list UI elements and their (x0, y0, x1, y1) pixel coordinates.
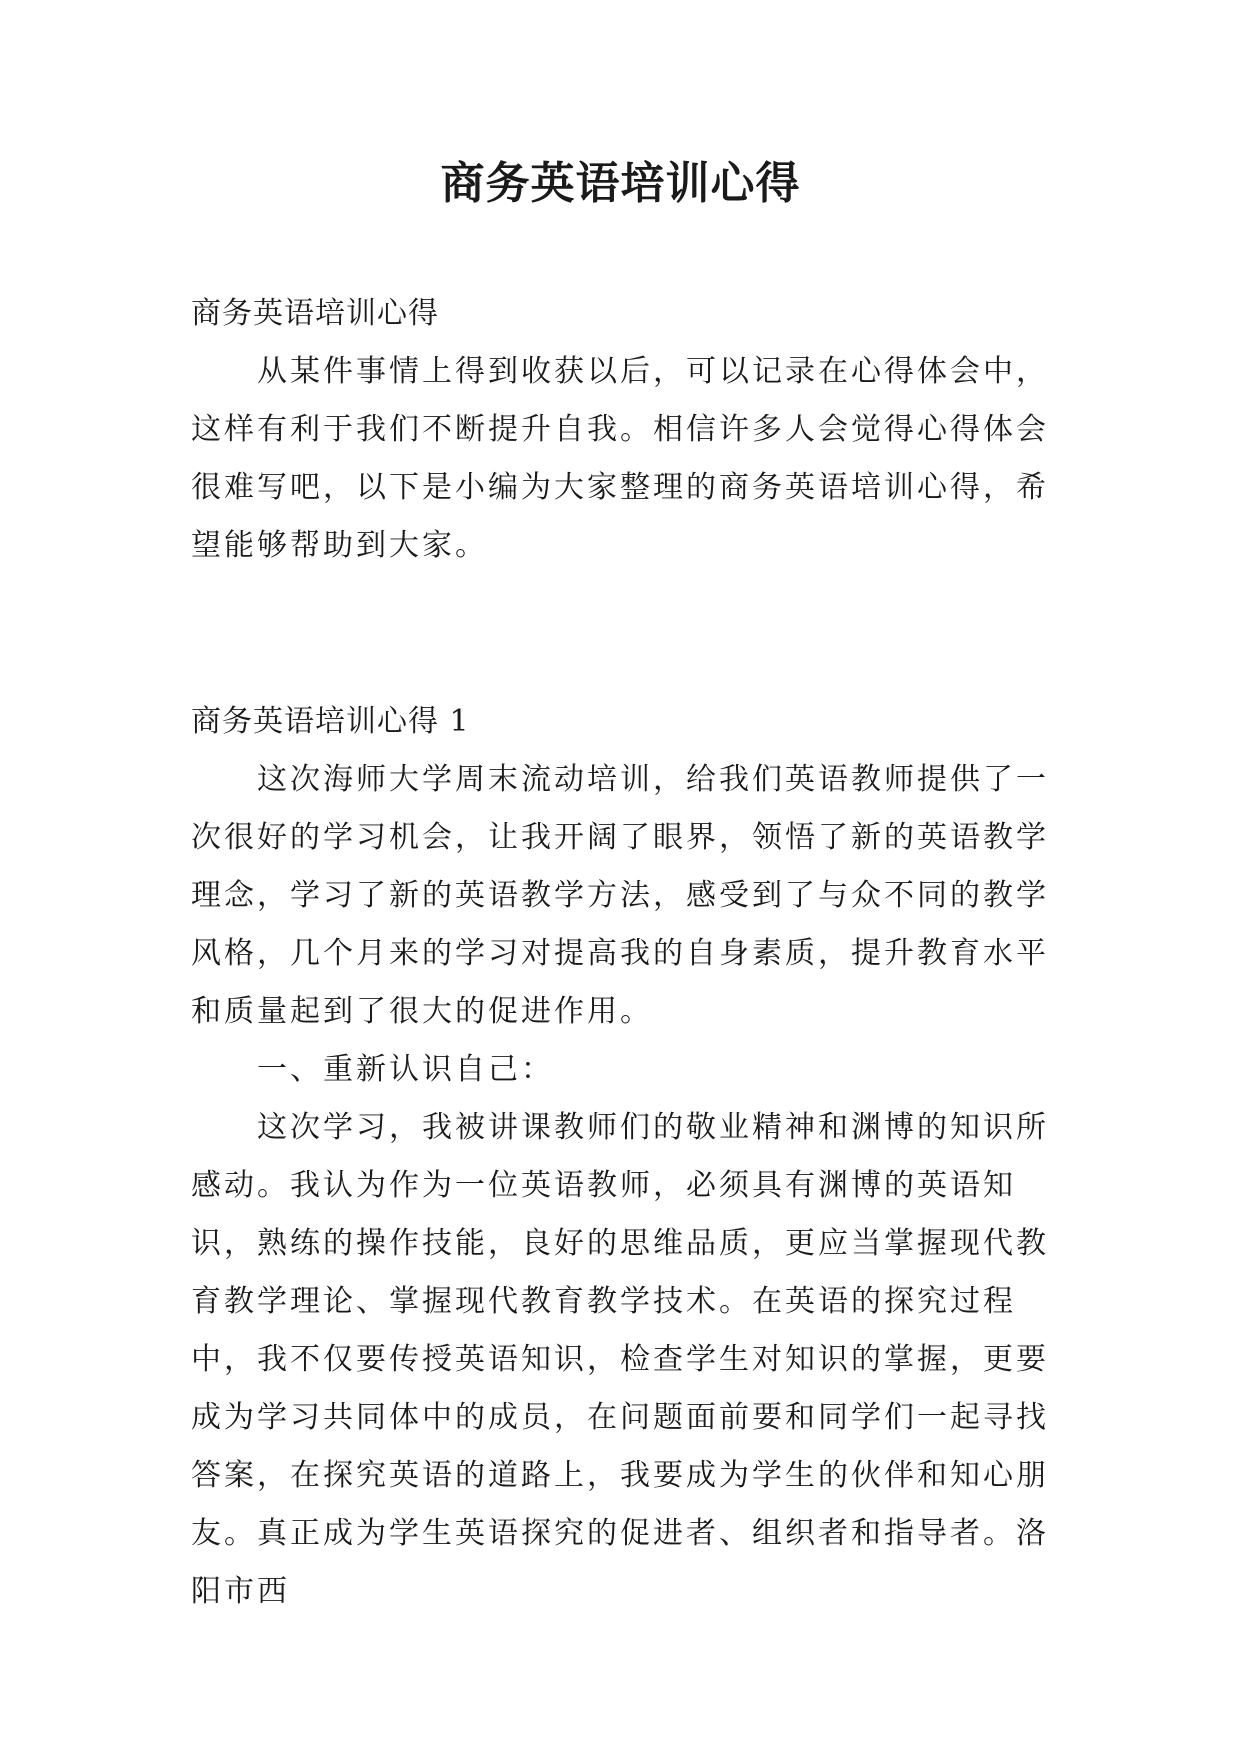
section-heading-one: 一、重新认识自己： (257, 1052, 554, 1087)
section-subtitle: 商务英语培训心得 (191, 296, 439, 331)
section-subtitle-1: 商务英语培训心得 1 (191, 704, 470, 739)
intro-paragraph: 从某件事情上得到收获以后，可以记录在心得体会中，这样有利于我们不断提升自我。相信许多人会觉得心得体会很难写吧，以下是小编为大家整理的商务英语培训心得，希望能够帮助到大家。 (191, 354, 1049, 563)
body-paragraph: 这次海师大学周末流动培训，给我们英语教师提供了一次很好的学习机会，让我开阔了眼界，领悟了新的英语教学理念，学习了新的英语教学方法，感受到了与众不同的教学风格，几个月来的学习对提高我的自身素质，提升教育水平和质量起到了很大的促进作用。 (191, 762, 1049, 1029)
document-title: 商务英语培训心得 (440, 158, 801, 209)
body-paragraph: 这次学习，我被讲课教师们的敬业精神和渊博的知识所感动。我认为作为一位英语教师，必须具有渊博的英语知识，熟练的操作技能，良好的思维品质，更应当掌握现代教育教学理论、掌握现代教育教学技术。在英语的探究过程中，我不仅要传授英语知识，检查学生对知识的掌握，更要成为学习共同体中的成员，在问题面前要和同学们一起寻找答案，在探究英语的道路上，我要成为学生的伙伴和知心朋友。真正成为学生英语探究的促进者、组织者和指导者。洛阳市西 (191, 1110, 1049, 1609)
